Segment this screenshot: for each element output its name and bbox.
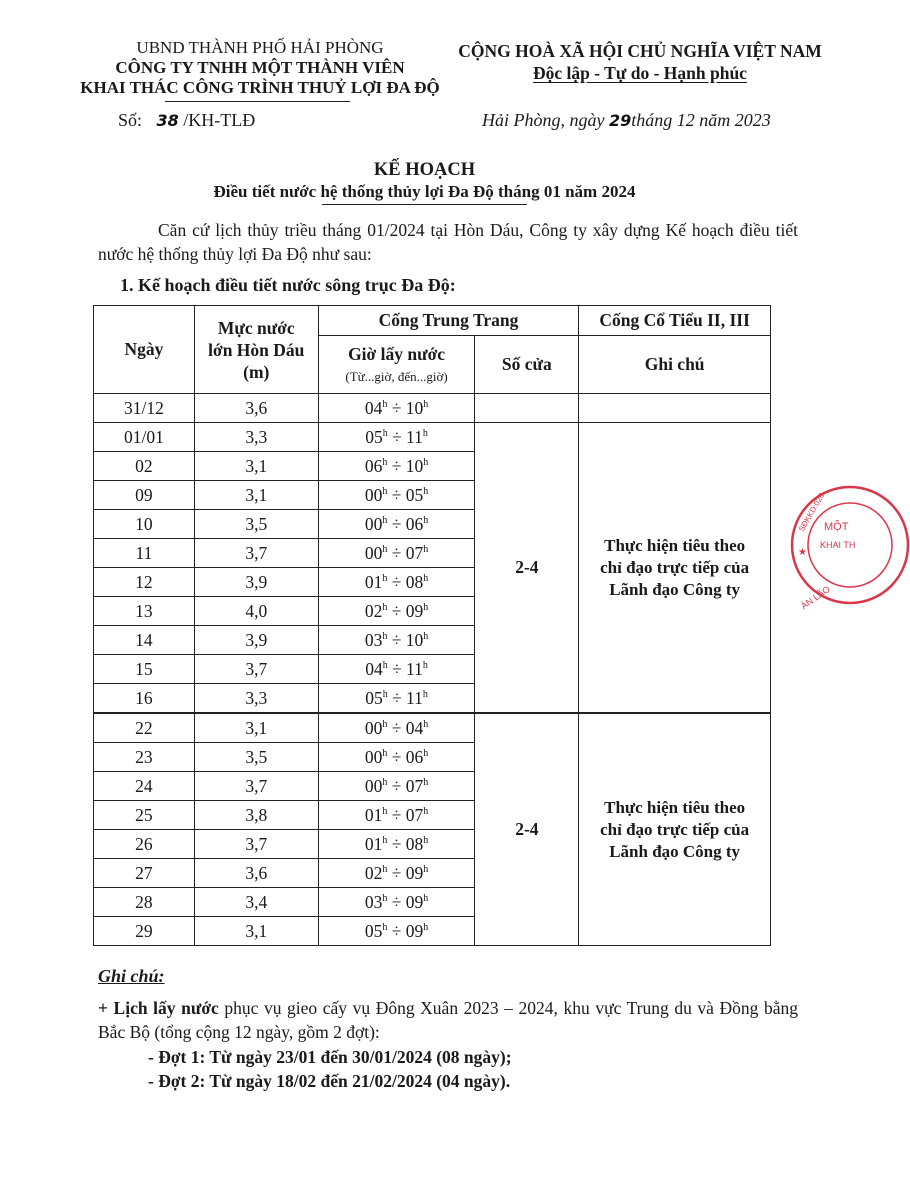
document-date: Hải Phòng, ngày 29tháng 12 năm 2023 [482,110,771,130]
cell-hours: $00^h \div 06^h$ [318,743,475,772]
header-day: Ngày [94,306,195,394]
cell-water-level: 3,3 [194,423,318,452]
stamp-text-2: KHAI TH [820,540,856,550]
cell-day: 02 [94,452,195,481]
batch-2: - Đợt 2: Từ ngày 18/02 đến 21/02/2024 (04 ngày). [148,1071,511,1091]
section-1-heading: 1. Kế hoạch điều tiết nước sông trục Đa Độ: [120,275,456,295]
cell-water-level: 3,7 [194,539,318,568]
cell-water-level: 3,1 [194,481,318,510]
cell-water-level: 3,5 [194,510,318,539]
cell-water-level: 3,7 [194,830,318,859]
cell-day: 09 [94,481,195,510]
cell-water-level: 3,4 [194,888,318,917]
nation-motto: Độc lập - Tự do - Hạnh phúc [533,63,747,83]
cell-day: 26 [94,830,195,859]
cell-water-level: 4,0 [194,597,318,626]
org-line-1: UBND THÀNH PHỐ HẢI PHÒNG [136,38,384,57]
cell-water-level: 3,8 [194,801,318,830]
cell-day: 16 [94,684,195,714]
cell-hours: $06^h \div 10^h$ [318,452,475,481]
cell-water-level: 3,7 [194,772,318,801]
cell-day: 24 [94,772,195,801]
cell-hours: $00^h \div 06^h$ [318,510,475,539]
cell-water-level: 3,9 [194,568,318,597]
cell-note-group1: Thực hiện tiêu theo chỉ đạo trực tiếp của Lãnh đạo Công ty [579,423,771,714]
cell-hours: $05^h \div 09^h$ [318,917,475,946]
cell-water-level: 3,6 [194,859,318,888]
cell-hours: $01^h \div 08^h$ [318,830,475,859]
cell-day: 11 [94,539,195,568]
cell-hours: $02^h \div 09^h$ [318,597,475,626]
cell-day: 12 [94,568,195,597]
cell-day: 31/12 [94,394,195,423]
water-schedule-table [93,305,771,946]
cell-doors-empty [475,394,579,423]
cell-hours: $04^h \div 10^h$ [318,394,475,423]
intro-paragraph: Căn cứ lịch thủy triều tháng 01/2024 tại Hòn Dáu, Công ty xây dựng Kế hoạch điều tiết nước hệ thống thủy lợi Đa Độ như sau: [98,220,798,264]
cell-day: 01/01 [94,423,195,452]
cell-doors-group1: 2-4 [475,423,579,714]
cell-hours: $03^h \div 10^h$ [318,626,475,655]
org-line-3: KHAI THÁC CÔNG TRÌNH THUỶ LỢI ĐA ĐỘ [80,78,440,97]
notes-paragraph: + Lịch lấy nước phục vụ gieo cấy vụ Đông Xuân 2023 – 2024, khu vực Trung du và Đồng bằng Bắc Bộ (tổng cộng 12 ngày, gồm 2 đợt): [98,998,798,1042]
cell-day: 23 [94,743,195,772]
subtitle-underline [322,204,527,205]
handwritten-number: 38 [156,111,179,130]
cell-day: 25 [94,801,195,830]
cell-water-level: 3,1 [194,917,318,946]
cell-hours: $01^h \div 07^h$ [318,801,475,830]
table-row [94,423,771,452]
cell-note-group2: Thực hiện tiêu theo chỉ đạo trực tiếp của Lãnh đạo Công ty [579,713,771,946]
cell-water-level: 3,1 [194,452,318,481]
cell-hours: $00^h \div 05^h$ [318,481,475,510]
cell-day: 29 [94,917,195,946]
document-number: Số: 38 /KH-TLĐ [118,110,256,130]
cell-day: 27 [94,859,195,888]
nation-line-1: CỘNG HOÀ XÃ HỘI CHỦ NGHĨA VIỆT NAM [458,41,822,61]
cell-day: 13 [94,597,195,626]
cell-hours: $02^h \div 09^h$ [318,859,475,888]
document-subtitle: Điều tiết nước hệ thống thủy lợi Đa Độ tháng 01 năm 2024 [213,182,636,201]
header-hours: Giờ lấy nước (Từ...giờ, đến...giờ) [318,336,475,394]
cell-water-level: 3,6 [194,394,318,423]
cell-hours: $00^h \div 07^h$ [318,539,475,568]
table-row [94,713,771,743]
organization-header [60,38,460,98]
org-line-2: CÔNG TY TNHH MỘT THÀNH VIÊN [115,58,405,77]
document-title: KẾ HOẠCH [373,160,476,180]
cell-day: 10 [94,510,195,539]
cell-water-level: 3,3 [194,684,318,714]
notes-heading: Ghi chú: [98,966,165,986]
company-stamp [790,470,910,620]
cell-hours: $01^h \div 08^h$ [318,568,475,597]
cell-note-empty [579,394,771,423]
nation-header [445,40,835,84]
cell-hours: $04^h \div 11^h$ [318,655,475,684]
cell-day: 28 [94,888,195,917]
header-co-tieu: Cống Cổ Tiểu II, III [579,306,771,336]
org-underline [165,101,350,102]
header-doors: Số cửa [475,336,579,394]
cell-water-level: 3,1 [194,713,318,743]
cell-hours: $00^h \div 04^h$ [318,713,475,743]
stamp-text-3: ÀN LÃO [799,583,832,612]
header-trung-trang: Cống Trung Trang [318,306,579,336]
stamp-text-4: SĐKKD:020 [796,491,827,534]
table-row [94,394,771,423]
cell-day: 15 [94,655,195,684]
cell-day: 22 [94,713,195,743]
handwritten-day: 29 [608,111,632,130]
header-water-level: Mực nước lớn Hòn Dáu (m) [194,306,318,394]
cell-water-level: 3,7 [194,655,318,684]
stamp-text-1: MỘT [824,521,849,533]
cell-hours: $00^h \div 07^h$ [318,772,475,801]
stamp-star: ★ [798,547,807,558]
batch-1: - Đợt 1: Từ ngày 23/01 đến 30/01/2024 (08 ngày); [148,1047,512,1067]
cell-doors-group2: 2-4 [475,713,579,946]
cell-hours: $03^h \div 09^h$ [318,888,475,917]
header-note: Ghi chú [579,336,771,394]
cell-hours: $05^h \div 11^h$ [318,684,475,714]
cell-water-level: 3,5 [194,743,318,772]
cell-day: 14 [94,626,195,655]
cell-hours: $05^h \div 11^h$ [318,423,475,452]
cell-water-level: 3,9 [194,626,318,655]
